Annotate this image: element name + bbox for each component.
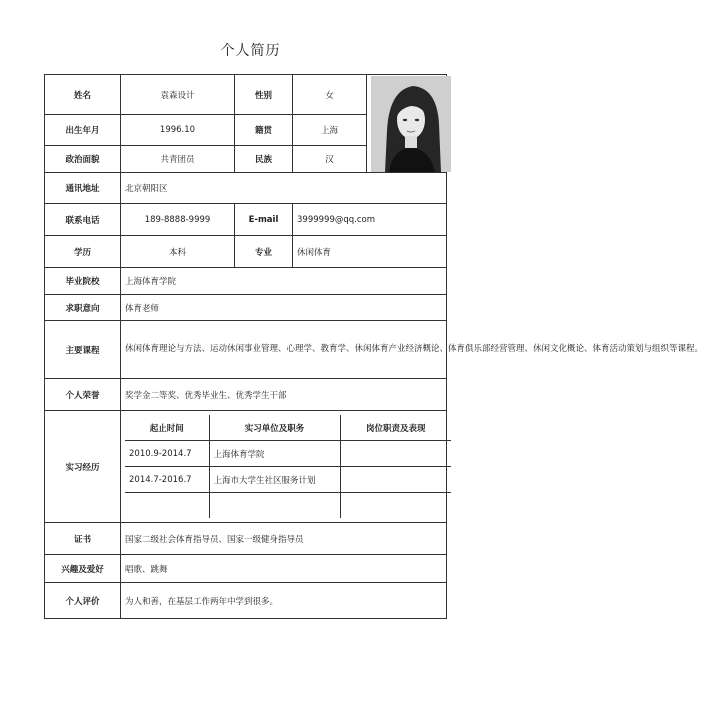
email-value: 3999999@qq.com — [293, 204, 447, 236]
education-label: 学历 — [45, 236, 121, 268]
native-label: 籍贯 — [235, 115, 293, 146]
profile-photo — [367, 75, 447, 173]
phone-value: 189-8888-9999 — [121, 204, 235, 236]
politics-label: 政治面貌 — [45, 146, 121, 173]
internship-row — [125, 467, 451, 493]
internship-table — [125, 415, 451, 518]
internship-header-unit: 实习单位及职务 — [209, 415, 340, 441]
major-value: 休闲体育 — [293, 236, 447, 268]
internship-row — [125, 493, 451, 519]
resume-table — [44, 74, 703, 619]
internship-period: 2014.7-2016.7 — [125, 467, 209, 493]
internship-unit: 上海体育学院 — [209, 441, 340, 467]
ethnicity-label: 民族 — [235, 146, 293, 173]
internship-row — [125, 441, 451, 467]
courses-value: 休闲体育理论与方法、运动休闲事业管理、心理学、教育学、休闲体育产业经济概论、体育俱乐部经营管理、休闲文化概论、体育活动策划与组织等课程。 — [121, 321, 447, 379]
politics-value: 共青团员 — [121, 146, 235, 173]
internship-period — [125, 493, 209, 519]
hobbies-label: 兴趣及爱好 — [45, 555, 121, 583]
internship-unit — [209, 493, 340, 519]
internship-unit: 上海市大学生社区服务计划 — [209, 467, 340, 493]
school-value: 上海体育学院 — [121, 268, 447, 295]
honors-value: 奖学金二等奖、优秀毕业生、优秀学生干部 — [121, 379, 447, 411]
internship-cell — [121, 411, 447, 523]
education-value: 本科 — [121, 236, 235, 268]
phone-label: 联系电话 — [45, 204, 121, 236]
evaluation-value: 为人和善，在基层工作两年中学到很多。 — [121, 583, 447, 619]
address-label: 通讯地址 — [45, 173, 121, 204]
internship-header-duty: 岗位职责及表现 — [340, 415, 451, 441]
objective-value: 体育老师 — [121, 295, 447, 321]
birth-label: 出生年月 — [45, 115, 121, 146]
honors-label: 个人荣誉 — [45, 379, 121, 411]
gender-label: 性别 — [235, 75, 293, 115]
internship-period: 2010.9-2014.7 — [125, 441, 209, 467]
email-label: E-mail — [235, 204, 293, 236]
courses-label: 主要课程 — [45, 321, 121, 379]
internship-duty — [340, 467, 451, 493]
address-value: 北京朝阳区 — [121, 173, 447, 204]
certificate-value: 国家二级社会体育指导员、国家一级健身指导员 — [121, 523, 447, 555]
page-title: 个人简历 — [220, 43, 281, 59]
objective-label: 求职意向 — [45, 295, 121, 321]
hobbies-value: 唱歌、跳舞 — [121, 555, 447, 583]
evaluation-label: 个人评价 — [45, 583, 121, 619]
internship-label: 实习经历 — [45, 411, 121, 523]
gender-value: 女 — [293, 75, 367, 115]
major-label: 专业 — [235, 236, 293, 268]
school-label: 毕业院校 — [45, 268, 121, 295]
name-label: 姓名 — [45, 75, 121, 115]
internship-duty — [340, 441, 451, 467]
ethnicity-value: 汉 — [293, 146, 367, 173]
portrait-image — [371, 76, 451, 172]
birth-value: 1996.10 — [121, 115, 235, 146]
internship-header-period: 起止时间 — [125, 415, 209, 441]
certificate-label: 证书 — [45, 523, 121, 555]
name-value: 袁森设计 — [121, 75, 235, 115]
internship-duty — [340, 493, 451, 519]
native-value: 上海 — [293, 115, 367, 146]
